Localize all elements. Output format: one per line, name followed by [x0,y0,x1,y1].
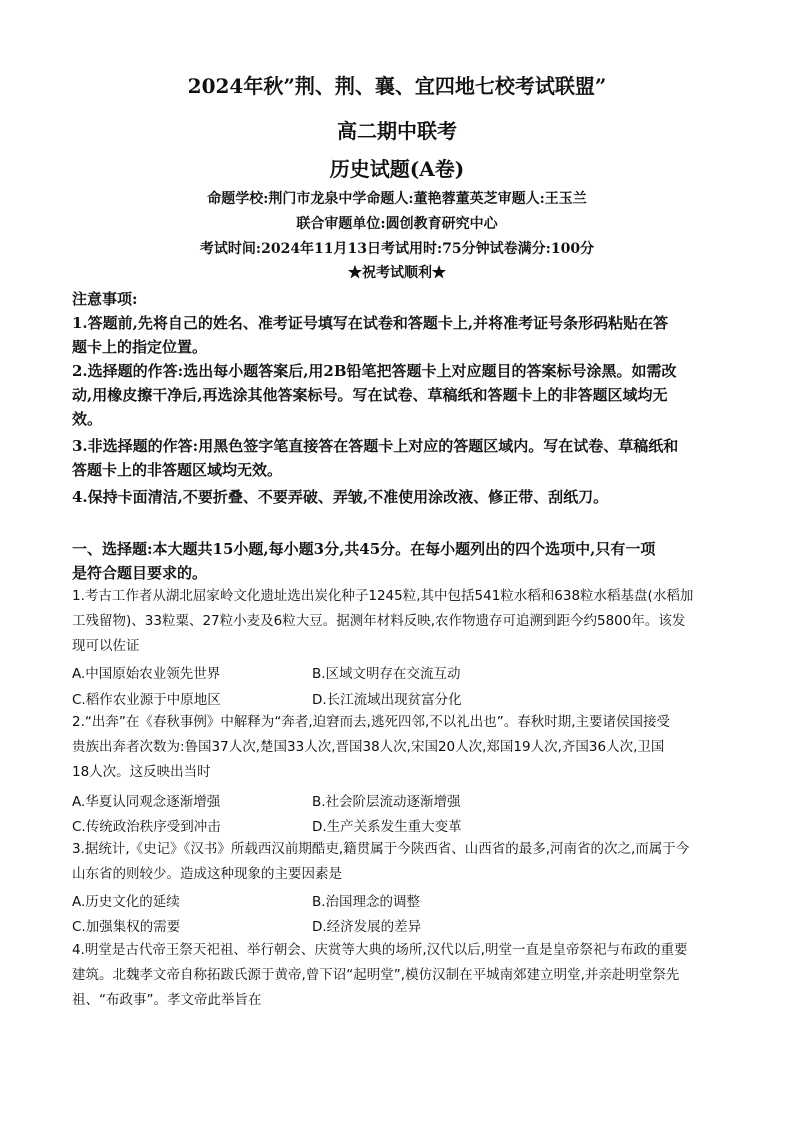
section-1-heading-line-1: 一、选择题:本大题共15小题,每小题3分,共45分。在每小题列出的四个选项中,只有一项 [72,540,656,558]
question-2-line-3: 18人次。这反映出当时 [72,764,211,780]
note-3-line-2: 答题卡上的非答题区域均无效。 [72,461,283,479]
question-3-option-b: B.治国理念的调整 [312,894,421,910]
question-1-line-3: 现可以佐证 [72,638,140,654]
note-1-line-2: 题卡上的指定位置。 [72,338,208,356]
question-3-line-1: 3.据统计,《史记》《汉书》所载西汉前期酷吏,籍贯属于今陕西省、山西省的最多,河南省的次之,而属于今 [72,841,690,857]
review-unit: 联合审题单位:圆创教育研究中心 [296,216,498,232]
note-1-line-1: 1.答题前,先将自己的姓名、准考证号填写在试卷和答题卡上,并将准考证号条形码粘贴在答 [72,314,669,332]
question-3-option-c: C.加强集权的需要 [72,919,181,935]
author-info: 命题学校:荆门市龙泉中学命题人:董艳蓉董英芝审题人:王玉兰 [207,191,587,207]
question-2-option-a: A.华夏认同观念逐渐增强 [72,794,221,810]
note-2-line-3: 效。 [72,410,103,428]
notes-heading: 注意事项: [72,290,138,308]
exam-paper-name: 历史试题(A卷) [329,157,465,181]
question-4-line-1: 4.明堂是古代帝王祭天祀祖、举行朝会、庆赏等大典的场所,汉代以后,明堂一直是皇帝祭祀与布政的重要 [72,942,688,958]
exam-title: 2024年秋”荆、荆、襄、宜四地七校考试联盟” [187,74,607,98]
question-2-option-d: D.生产关系发生重大变革 [312,819,462,835]
question-4-line-2: 建筑。北魏孝文帝自称拓跋氏源于黄帝,曾下诏“起明堂”,模仿汉制在平城南郊建立明堂,并亲赴明堂祭先 [72,967,680,983]
question-1-option-b: B.区域文明存在交流互动 [312,666,461,682]
question-3-option-d: D.经济发展的差异 [312,919,422,935]
exam-time-info: 考试时间:2024年11月13日考试用时:75分钟试卷满分:100分 [199,241,595,257]
question-2-line-2: 贵族出奔者次数为:鲁国37人次,楚国33人次,晋国38人次,宋国20人次,郑国19人次,齐国36人次,卫国 [72,739,665,755]
question-2-option-c: C.传统政治秩序受到冲击 [72,819,221,835]
question-4-line-3: 祖、“布政事”。孝文帝此举旨在 [72,992,262,1008]
note-3-line-1: 3.非选择题的作答:用黑色签字笔直接答在答题卡上对应的答题区域内。写在试卷、草稿纸和 [72,437,679,455]
question-3-line-2: 山东省的则较少。造成这种现象的主要因素是 [72,866,342,882]
note-4: 4.保持卡面清洁,不要折叠、不要弄破、弄皱,不准使用涂改液、修正带、刮纸刀。 [72,488,609,506]
question-1-option-a: A.中国原始农业领先世界 [72,666,221,682]
note-2-line-2: 动,用橡皮擦干净后,再选涂其他答案标号。写在试卷、草稿纸和答题卡上的非答题区域均无 [72,386,668,404]
question-1-option-d: D.长江流域出现贫富分化 [312,692,462,708]
section-1-heading-line-2: 是符合题目要求的。 [72,564,208,582]
question-2-option-b: B.社会阶层流动逐渐增强 [312,794,461,810]
question-2-line-1: 2.“出奔”在《春秋事例》中解释为“奔者,迫窘而去,逃死四邻,不以礼出也”。春秋时期,主要诸侯国接受 [72,714,671,730]
blessing-line: ★祝考试顺利★ [348,265,446,281]
question-1-option-c: C.稻作农业源于中原地区 [72,692,221,708]
question-1-line-1: 1.考古工作者从湖北屈家岭文化遗址选出炭化种子1245粒,其中包括541粒水稻和638粒水稻基盘(水稻加 [72,588,694,604]
note-2-line-1: 2.选择题的作答:选出每小题答案后,用2B铅笔把答题卡上对应题目的答案标号涂黑。如需改 [72,362,677,380]
exam-subtitle: 高二期中联考 [337,119,457,143]
question-1-line-2: 工残留物)、33粒粟、27粒小麦及6粒大豆。据测年材料反映,农作物遗存可追溯到距今约5800年。该发 [72,613,686,629]
question-3-option-a: A.历史文化的延续 [72,894,180,910]
